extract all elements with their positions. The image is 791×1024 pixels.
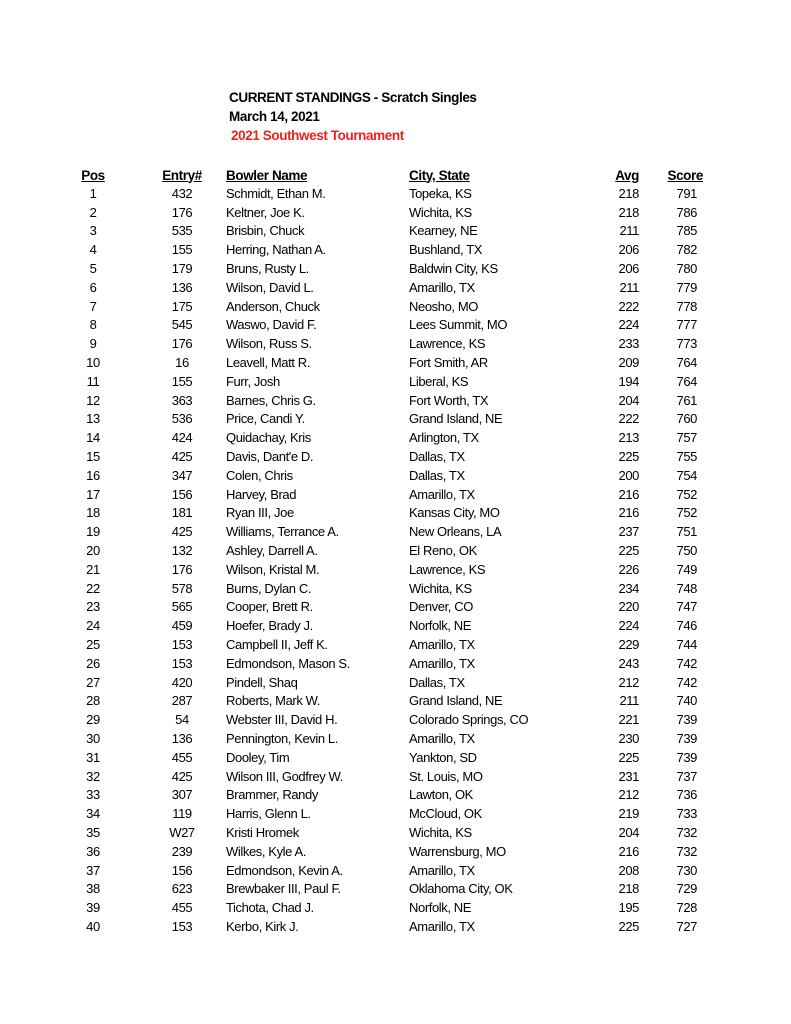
cell-avg: 243 xyxy=(618,655,639,671)
cell-score: 752 xyxy=(676,486,697,502)
table-row xyxy=(0,504,703,523)
cell-bowler-name: Herring, Nathan A. xyxy=(226,242,326,258)
cell-city-state: Liberal, KS xyxy=(409,373,469,389)
cell-bowler-name: Wilson, Kristal M. xyxy=(226,561,320,577)
cell-pos: 4 xyxy=(89,242,97,258)
cell-avg: 233 xyxy=(618,336,639,352)
cell-pos: 21 xyxy=(86,561,100,577)
cell-entry: 54 xyxy=(175,712,189,728)
cell-city-state: Amarillo, TX xyxy=(409,862,475,878)
cell-bowler-name: Bruns, Rusty L. xyxy=(226,261,309,277)
table-row xyxy=(0,278,703,297)
table-row xyxy=(0,560,703,579)
cell-city-state: New Orleans, LA xyxy=(409,524,502,540)
cell-pos: 17 xyxy=(86,486,100,502)
cell-pos: 35 xyxy=(86,824,100,840)
cell-score: 740 xyxy=(676,693,697,709)
cell-city-state: Wichita, KS xyxy=(409,580,472,596)
cell-city-state: McCloud, OK xyxy=(409,806,482,822)
cell-entry: 455 xyxy=(171,900,193,916)
cell-pos: 25 xyxy=(86,637,100,653)
cell-pos: 28 xyxy=(86,693,100,709)
cell-avg: 218 xyxy=(618,204,639,220)
cell-pos: 33 xyxy=(86,787,100,803)
cell-city-state: Colorado Springs, CO xyxy=(409,712,529,728)
cell-bowler-name: Wilson III, Godfrey W. xyxy=(226,768,343,784)
cell-entry: 420 xyxy=(171,674,193,690)
table-row xyxy=(0,917,703,936)
cell-city-state: Dallas, TX xyxy=(409,674,465,690)
cell-entry: 153 xyxy=(171,637,193,653)
cell-avg: 212 xyxy=(618,787,639,803)
cell-pos: 3 xyxy=(89,223,97,239)
cell-pos: 14 xyxy=(86,430,100,446)
cell-entry: 363 xyxy=(171,392,193,408)
cell-pos: 1 xyxy=(89,185,97,201)
table-row xyxy=(0,203,703,222)
cell-entry: 156 xyxy=(171,486,193,502)
standings-table xyxy=(0,166,703,936)
cell-entry: 455 xyxy=(171,749,193,765)
cell-avg: 237 xyxy=(618,524,639,540)
cell-pos: 30 xyxy=(86,731,100,746)
cell-pos: 34 xyxy=(86,806,100,822)
cell-entry: 119 xyxy=(172,806,192,822)
cell-bowler-name: Ashley, Darrell A. xyxy=(226,543,318,559)
document-header xyxy=(229,88,477,145)
cell-city-state: Amarillo, TX xyxy=(409,637,475,653)
table-row xyxy=(0,729,703,748)
cell-score: 761 xyxy=(676,392,697,408)
cell-score: 764 xyxy=(676,373,697,389)
cell-avg: 225 xyxy=(618,543,639,559)
cell-pos: 6 xyxy=(89,279,97,295)
cell-bowler-name: Cooper, Brett R. xyxy=(226,599,313,615)
cell-pos: 38 xyxy=(86,881,100,897)
cell-city-state: Norfolk, NE xyxy=(409,618,472,634)
cell-pos: 29 xyxy=(86,712,100,728)
cell-bowler-name: Furr, Josh xyxy=(226,373,280,389)
cell-avg: 204 xyxy=(618,392,639,408)
cell-entry: 156 xyxy=(171,862,193,878)
cell-avg: 225 xyxy=(618,449,639,465)
cell-score: 791 xyxy=(676,185,697,201)
cell-score: 786 xyxy=(676,204,697,220)
cell-bowler-name: Ryan III, Joe xyxy=(226,505,294,521)
cell-avg: 216 xyxy=(618,843,639,859)
cell-entry: 176 xyxy=(171,204,193,220)
cell-avg: 218 xyxy=(618,185,639,201)
cell-city-state: Grand Island, NE xyxy=(409,693,503,709)
cell-entry: 425 xyxy=(171,449,193,465)
cell-score: 757 xyxy=(676,430,697,446)
cell-score: 755 xyxy=(676,449,697,465)
col-avg: Avg xyxy=(615,167,639,183)
cell-avg: 231 xyxy=(618,768,639,784)
cell-bowler-name: Edmondson, Kevin A. xyxy=(226,862,343,878)
cell-avg: 229 xyxy=(618,637,639,653)
cell-pos: 27 xyxy=(86,674,100,690)
cell-city-state: Amarillo, TX xyxy=(409,486,475,502)
cell-entry: 578 xyxy=(171,580,193,596)
cell-entry: 155 xyxy=(171,373,193,389)
cell-entry: 132 xyxy=(171,543,193,559)
table-row xyxy=(0,842,703,861)
cell-bowler-name: Webster III, David H. xyxy=(226,712,338,728)
cell-pos: 37 xyxy=(86,862,100,878)
tournament-name: 2021 Southwest Tournament xyxy=(231,128,404,143)
table-row xyxy=(0,579,703,598)
cell-bowler-name: Campbell II, Jeff K. xyxy=(226,637,328,653)
cell-score: 750 xyxy=(676,543,697,559)
cell-avg: 213 xyxy=(618,430,639,446)
cell-pos: 8 xyxy=(89,317,97,333)
cell-city-state: Arlington, TX xyxy=(409,430,479,446)
table-row xyxy=(0,692,703,711)
cell-pos: 18 xyxy=(86,505,100,521)
cell-bowler-name: Burns, Dylan C. xyxy=(226,580,312,596)
cell-city-state: Dallas, TX xyxy=(409,449,465,465)
cell-avg: 211 xyxy=(619,693,639,709)
cell-pos: 2 xyxy=(89,204,97,220)
cell-city-state: St. Louis, MO xyxy=(409,768,483,784)
table-row xyxy=(0,748,703,767)
cell-pos: 31 xyxy=(86,749,100,765)
cell-entry: 16 xyxy=(175,355,189,371)
cell-bowler-name: Kristi Hromek xyxy=(226,824,299,840)
cell-avg: 195 xyxy=(618,900,639,916)
cell-score: 742 xyxy=(676,655,697,671)
cell-avg: 220 xyxy=(618,599,639,615)
cell-avg: 206 xyxy=(618,261,639,277)
cell-score: 732 xyxy=(676,843,697,859)
cell-pos: 22 xyxy=(86,580,100,596)
table-row xyxy=(0,334,703,353)
cell-bowler-name: Price, Candi Y. xyxy=(226,411,305,427)
cell-bowler-name: Anderson, Chuck xyxy=(226,298,320,314)
cell-city-state: Lawton, OK xyxy=(409,787,473,803)
cell-city-state: Amarillo, TX xyxy=(409,731,475,746)
cell-entry: 535 xyxy=(171,223,193,239)
cell-pos: 19 xyxy=(86,524,100,540)
cell-score: 747 xyxy=(676,599,697,615)
cell-bowler-name: Harris, Glenn L. xyxy=(226,806,311,822)
cell-avg: 230 xyxy=(618,731,639,746)
cell-avg: 216 xyxy=(618,486,639,502)
table-row xyxy=(0,898,703,917)
cell-city-state: Fort Smith, AR xyxy=(409,355,488,371)
cell-score: 778 xyxy=(676,298,697,314)
cell-city-state: Lawrence, KS xyxy=(409,336,486,352)
cell-city-state: Grand Island, NE xyxy=(409,411,503,427)
table-row xyxy=(0,316,703,335)
cell-avg: 219 xyxy=(618,806,639,822)
cell-avg: 208 xyxy=(618,862,639,878)
cell-entry: 432 xyxy=(171,185,193,201)
document-title: CURRENT STANDINGS - Scratch Singles xyxy=(229,90,477,105)
cell-bowler-name: Brammer, Randy xyxy=(226,787,318,803)
cell-bowler-name: Wilson, Russ S. xyxy=(226,336,312,352)
cell-entry: 176 xyxy=(171,561,193,577)
table-row xyxy=(0,861,703,880)
cell-pos: 39 xyxy=(86,900,100,916)
cell-score: 730 xyxy=(676,862,697,878)
cell-bowler-name: Barnes, Chris G. xyxy=(226,392,316,408)
cell-avg: 225 xyxy=(618,749,639,765)
cell-pos: 5 xyxy=(89,261,97,277)
cell-score: 754 xyxy=(676,467,697,483)
table-row xyxy=(0,635,703,654)
cell-score: 746 xyxy=(676,618,697,634)
cell-pos: 32 xyxy=(86,768,100,784)
cell-city-state: Denver, CO xyxy=(409,599,473,615)
cell-entry: 239 xyxy=(171,843,193,859)
cell-score: 748 xyxy=(676,580,697,596)
cell-pos: 11 xyxy=(86,373,100,389)
table-row xyxy=(0,240,703,259)
standings-body xyxy=(0,184,703,936)
cell-bowler-name: Brewbaker III, Paul F. xyxy=(226,881,341,897)
cell-city-state: Baldwin City, KS xyxy=(409,261,498,277)
cell-entry: 175 xyxy=(171,298,193,314)
cell-city-state: Oklahoma City, OK xyxy=(409,881,513,897)
cell-avg: 234 xyxy=(618,580,639,596)
table-row xyxy=(0,466,703,485)
cell-bowler-name: Tichota, Chad J. xyxy=(226,900,314,916)
table-row xyxy=(0,184,703,203)
table-row xyxy=(0,804,703,823)
cell-entry: 425 xyxy=(171,768,193,784)
cell-entry: 565 xyxy=(171,599,193,615)
cell-bowler-name: Davis, Dant'e D. xyxy=(226,449,314,465)
cell-bowler-name: Brisbin, Chuck xyxy=(226,223,305,239)
cell-avg: 224 xyxy=(618,618,639,634)
cell-avg: 212 xyxy=(618,674,639,690)
cell-pos: 15 xyxy=(86,449,100,465)
cell-city-state: Topeka, KS xyxy=(409,185,472,201)
cell-pos: 36 xyxy=(86,843,100,859)
cell-score: 727 xyxy=(676,918,697,934)
cell-entry: 179 xyxy=(171,261,193,277)
cell-avg: 216 xyxy=(618,505,639,521)
cell-avg: 204 xyxy=(618,824,639,840)
cell-score: 764 xyxy=(676,355,697,371)
cell-bowler-name: Roberts, Mark W. xyxy=(226,693,321,709)
table-row xyxy=(0,372,703,391)
table-row xyxy=(0,353,703,372)
cell-bowler-name: Quidachay, Kris xyxy=(226,430,311,446)
cell-score: 779 xyxy=(676,279,697,295)
document-date: March 14, 2021 xyxy=(229,109,320,124)
cell-avg: 225 xyxy=(618,918,639,934)
table-row xyxy=(0,222,703,241)
header-row xyxy=(0,166,703,184)
cell-entry: 287 xyxy=(171,693,193,709)
cell-avg: 206 xyxy=(618,242,639,258)
cell-score: 739 xyxy=(676,749,697,765)
cell-entry: 623 xyxy=(171,881,193,897)
cell-bowler-name: Colen, Chris xyxy=(226,467,293,483)
cell-avg: 226 xyxy=(618,561,639,577)
cell-entry: 153 xyxy=(171,655,193,671)
cell-pos: 23 xyxy=(86,599,100,615)
cell-score: 782 xyxy=(676,242,697,258)
table-row xyxy=(0,767,703,786)
cell-city-state: Warrensburg, MO xyxy=(409,843,506,859)
cell-city-state: Fort Worth, TX xyxy=(409,392,489,408)
cell-score: 737 xyxy=(676,768,697,784)
table-row xyxy=(0,410,703,429)
cell-city-state: Amarillo, TX xyxy=(409,279,475,295)
cell-score: 752 xyxy=(676,505,697,521)
col-city-state: City, State xyxy=(409,167,470,183)
cell-score: 751 xyxy=(676,524,697,540)
table-row xyxy=(0,654,703,673)
table-row xyxy=(0,823,703,842)
cell-avg: 222 xyxy=(618,298,639,314)
cell-city-state: Dallas, TX xyxy=(409,467,465,483)
cell-entry: 136 xyxy=(171,279,193,295)
cell-avg: 200 xyxy=(618,467,639,483)
cell-bowler-name: Pindell, Shaq xyxy=(226,674,298,690)
cell-bowler-name: Waswo, David F. xyxy=(226,317,317,333)
cell-entry: 545 xyxy=(171,317,193,333)
cell-pos: 20 xyxy=(86,543,100,559)
cell-entry: 347 xyxy=(171,467,193,483)
cell-avg: 211 xyxy=(619,279,639,295)
cell-city-state: El Reno, OK xyxy=(409,543,477,559)
cell-city-state: Lawrence, KS xyxy=(409,561,486,577)
cell-score: 749 xyxy=(676,561,697,577)
table-row xyxy=(0,428,703,447)
cell-entry: 425 xyxy=(171,524,193,540)
col-bowler-name: Bowler Name xyxy=(226,167,308,183)
table-row xyxy=(0,541,703,560)
cell-score: 733 xyxy=(676,806,697,822)
cell-city-state: Norfolk, NE xyxy=(409,900,472,916)
cell-pos: 7 xyxy=(89,298,97,314)
cell-score: 736 xyxy=(676,787,697,803)
cell-score: 739 xyxy=(676,731,697,746)
cell-bowler-name: Wilkes, Kyle A. xyxy=(226,843,306,859)
cell-entry: 153 xyxy=(171,918,193,934)
table-row xyxy=(0,673,703,692)
cell-entry: W27 xyxy=(169,824,195,840)
cell-city-state: Neosho, MO xyxy=(409,298,478,314)
cell-bowler-name: Williams, Terrance A. xyxy=(226,524,339,540)
col-score: Score xyxy=(667,167,703,183)
cell-city-state: Kansas City, MO xyxy=(409,505,500,521)
cell-score: 773 xyxy=(676,336,697,352)
table-row xyxy=(0,259,703,278)
cell-bowler-name: Leavell, Matt R. xyxy=(226,355,310,371)
cell-score: 777 xyxy=(676,317,697,333)
cell-score: 732 xyxy=(676,824,697,840)
cell-city-state: Wichita, KS xyxy=(409,824,472,840)
cell-score: 760 xyxy=(676,411,697,427)
standings-header xyxy=(0,166,703,184)
cell-city-state: Amarillo, TX xyxy=(409,918,475,934)
cell-entry: 459 xyxy=(171,618,193,634)
table-row xyxy=(0,485,703,504)
cell-score: 728 xyxy=(676,900,697,916)
cell-entry: 181 xyxy=(171,505,193,521)
cell-city-state: Bushland, TX xyxy=(409,242,483,258)
cell-score: 742 xyxy=(676,674,697,690)
cell-city-state: Wichita, KS xyxy=(409,204,472,220)
col-pos: Pos xyxy=(81,167,105,183)
cell-avg: 209 xyxy=(618,355,639,371)
cell-city-state: Kearney, NE xyxy=(409,223,478,239)
cell-entry: 155 xyxy=(171,242,193,258)
cell-score: 744 xyxy=(676,637,697,653)
cell-avg: 211 xyxy=(619,223,639,239)
cell-entry: 176 xyxy=(171,336,193,352)
cell-entry: 536 xyxy=(171,411,193,427)
table-row xyxy=(0,786,703,805)
cell-bowler-name: Hoefer, Brady J. xyxy=(226,618,313,634)
cell-bowler-name: Edmondson, Mason S. xyxy=(226,655,350,671)
cell-avg: 224 xyxy=(618,317,639,333)
table-row xyxy=(0,447,703,466)
table-row xyxy=(0,391,703,410)
cell-pos: 10 xyxy=(86,355,100,371)
cell-pos: 9 xyxy=(89,336,97,352)
table-row xyxy=(0,297,703,316)
col-entry: Entry# xyxy=(162,167,202,183)
cell-score: 729 xyxy=(676,881,697,897)
cell-city-state: Amarillo, TX xyxy=(409,655,475,671)
cell-avg: 221 xyxy=(618,712,639,728)
cell-entry: 307 xyxy=(171,787,193,803)
table-row xyxy=(0,879,703,898)
cell-avg: 222 xyxy=(618,411,639,427)
cell-score: 780 xyxy=(676,261,697,277)
cell-pos: 26 xyxy=(86,655,100,671)
cell-bowler-name: Schmidt, Ethan M. xyxy=(226,185,326,201)
cell-city-state: Lees Summit, MO xyxy=(409,317,508,333)
cell-score: 785 xyxy=(676,223,697,239)
cell-pos: 40 xyxy=(86,918,100,934)
cell-city-state: Yankton, SD xyxy=(409,749,477,765)
cell-bowler-name: Dooley, Tim xyxy=(226,749,290,765)
cell-score: 739 xyxy=(676,712,697,728)
cell-pos: 16 xyxy=(86,467,100,483)
table-row xyxy=(0,710,703,729)
cell-pos: 12 xyxy=(86,392,100,408)
cell-bowler-name: Kerbo, Kirk J. xyxy=(226,918,299,934)
cell-bowler-name: Harvey, Brad xyxy=(226,486,297,502)
cell-bowler-name: Keltner, Joe K. xyxy=(226,204,305,220)
cell-avg: 194 xyxy=(618,373,639,389)
cell-pos: 13 xyxy=(86,411,100,427)
table-row xyxy=(0,522,703,541)
cell-bowler-name: Wilson, David L. xyxy=(226,279,314,295)
cell-entry: 136 xyxy=(171,731,193,746)
cell-pos: 24 xyxy=(86,618,100,634)
table-row xyxy=(0,598,703,617)
cell-bowler-name: Pennington, Kevin L. xyxy=(226,731,338,746)
table-row xyxy=(0,616,703,635)
cell-avg: 218 xyxy=(618,881,639,897)
cell-entry: 424 xyxy=(171,430,193,446)
